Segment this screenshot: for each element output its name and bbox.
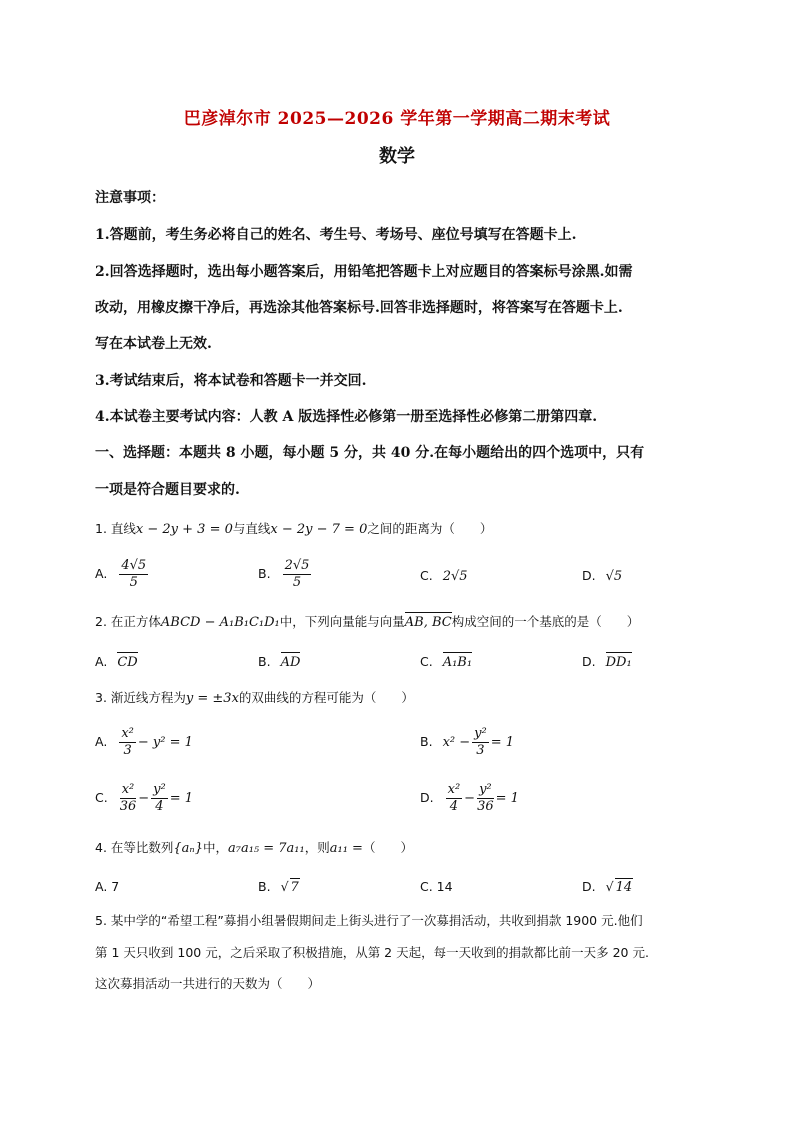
option-label: A. <box>95 734 108 749</box>
notice-item-2-line-1: 2.回答选择题时，选出每小题答案后，用铅笔把答题卡上对应题目的答案标号涂黑.如需 <box>95 264 633 280</box>
denominator: 4 <box>155 799 164 814</box>
question-5-line-3: 这次募捐活动一共进行的天数为（ ） <box>95 976 321 991</box>
option-label: C. <box>420 568 433 583</box>
notice-item-2-line-3: 写在本试卷上无效. <box>95 336 212 352</box>
question-1-stem <box>95 520 705 539</box>
question-1-option-c <box>420 567 468 586</box>
question-1-option-d <box>582 567 622 586</box>
option-label: A. <box>95 654 108 669</box>
section-1-instruction-line-2: 一项是符合题目要求的. <box>95 482 240 498</box>
question-3-suffix: 的双曲线的方程可能为（ ） <box>238 690 414 705</box>
exam-title: 巴彦淖尔市 2025—2026 学年第一学期高二期末考试 <box>183 109 611 129</box>
fraction <box>151 782 168 815</box>
question-1-option-a <box>95 558 150 591</box>
notice-item-3: 3.考试结束后，将本试卷和答题卡一并交回. <box>95 373 367 389</box>
question-2-option-c <box>420 653 472 672</box>
notice-item-2-line-2: 改动，用橡皮擦干净后，再选涂其他答案标号.回答非选择题时，将答案写在答题卡上. <box>95 300 623 316</box>
option-rest: = 1 <box>169 791 194 806</box>
fraction <box>119 558 148 591</box>
question-4-ask: a₁₁ = <box>329 841 363 856</box>
denominator: 4 <box>449 799 459 814</box>
question-3-option-d: D. $\frac{\text{x²}}{4}$ − $\frac{\text{y²}}{36}$ = 1 <box>420 782 519 814</box>
question-5-line-1: 5. 某中学的“希望工程”募捐小组暑假期间走上街头进行了一次募捐活动，共收到捐款 1900 元.他们 <box>95 913 643 928</box>
numerator: y² <box>153 782 166 797</box>
question-2-vectors: AB, BC <box>404 615 452 630</box>
question-4-prefix: 4. 在等比数列 <box>95 840 174 855</box>
numerator: x² <box>447 782 461 797</box>
option-vector: DD₁ <box>605 655 632 670</box>
question-3-option-b <box>420 726 514 759</box>
notice-item-4: 4.本试卷主要考试内容：人教 A 版选择性必修第一册至选择性必修第二册第四章. <box>95 409 598 425</box>
option-label: B. <box>258 566 271 581</box>
denominator: 3 <box>476 743 485 758</box>
denominator: 5 <box>292 575 302 590</box>
fraction <box>477 782 494 815</box>
denominator: 5 <box>129 575 138 590</box>
option-label: D. <box>582 654 596 669</box>
question-1-suffix: 之间的距离为（ ） <box>367 521 493 536</box>
question-1-mid: 与直线 <box>232 521 271 536</box>
numerator: x² <box>121 782 135 797</box>
denominator: 3 <box>123 743 132 758</box>
question-4-stem <box>95 839 705 858</box>
option-vector: AD <box>280 655 301 670</box>
question-2-option-a <box>95 653 138 672</box>
question-2-stem <box>95 613 705 632</box>
numerator: y² <box>479 782 492 797</box>
fraction <box>446 782 463 815</box>
question-3-asymptote: y = ±3x <box>185 691 239 706</box>
option-label: B. <box>258 879 271 894</box>
numerator: y² <box>474 726 487 741</box>
option-label: A. <box>95 566 108 581</box>
fraction <box>283 558 312 591</box>
option-label: D. <box>582 879 596 894</box>
fraction <box>472 726 489 759</box>
question-1-prefix: 1. 直线 <box>95 521 136 536</box>
option-label: D. <box>420 790 434 805</box>
question-4-mid-2: ，则 <box>304 840 330 855</box>
option-vector: A₁B₁ <box>442 655 473 670</box>
question-4-option-a: A. 7 <box>95 879 120 894</box>
question-1-option-b <box>258 558 313 591</box>
question-3-stem <box>95 689 705 708</box>
option-label: C. <box>420 654 433 669</box>
question-2-option-d <box>582 653 632 672</box>
option-label: B. <box>258 654 271 669</box>
question-4-mid: 中， <box>202 840 228 855</box>
question-5-line-2: 第 1 天只收到 100 元，之后采取了积极措施，从第 2 天起，每一天收到的捐款都比前一天多 20 元. <box>95 945 649 960</box>
option-value: 2√5 <box>442 569 468 584</box>
numerator: x² <box>121 726 134 741</box>
question-4-option-b: B. √ 7 <box>258 879 299 895</box>
question-4-option-d: D. √ 14 <box>582 879 633 895</box>
section-1-instruction-line-1: 一、选择题：本题共 8 小题，每小题 5 分，共 40 分.在每小题给出的四个选项中，只有 <box>95 445 645 461</box>
option-rest: − y² = 1 <box>137 735 193 750</box>
fraction <box>120 782 137 815</box>
option-label: B. <box>420 734 433 749</box>
fraction <box>119 726 136 759</box>
option-lead: x² − <box>442 735 471 750</box>
question-4-condition: a₇a₁₅ = 7a₁₁ <box>227 841 305 856</box>
radicand: 14 <box>615 880 633 895</box>
question-4-suffix: （ ） <box>362 840 413 855</box>
exam-subject: 数学 <box>379 146 415 167</box>
question-4-option-c: C. 14 <box>420 879 453 894</box>
numerator: 4√5 <box>121 558 147 573</box>
notice-heading: 注意事项： <box>95 190 165 206</box>
option-rest: = 1 <box>490 735 514 750</box>
option-vector: CD <box>117 655 138 670</box>
question-2-mid: 中，下列向量能与向量 <box>279 614 405 629</box>
radicand: 7 <box>290 880 299 895</box>
option-label: C. <box>95 790 108 805</box>
notice-item-1: 1.答题前，考生务必将自己的姓名、考生号、考场号、座位号填写在答题卡上. <box>95 227 577 243</box>
question-1-line-b: x − 2y − 7 = 0 <box>270 522 368 537</box>
option-rest: = 1 <box>495 791 519 806</box>
question-1-line-a: x − 2y + 3 = 0 <box>135 522 233 537</box>
question-3-option-c: C. $\frac{\text{x²}}{36}$ − $\frac{\text{y²}}{4}$ = 1 <box>95 782 194 814</box>
denominator: 36 <box>477 799 494 814</box>
question-2-cube: ABCD − A₁B₁C₁D₁ <box>160 615 280 630</box>
option-label: D. <box>582 568 596 583</box>
numerator: 2√5 <box>284 558 310 573</box>
question-3-option-a <box>95 726 193 759</box>
denominator: 36 <box>119 799 137 814</box>
question-4-sequence: {aₙ} <box>173 841 203 856</box>
question-2-suffix: 构成空间的一个基底的是（ ） <box>451 614 640 629</box>
question-2-prefix: 2. 在正方体 <box>95 614 161 629</box>
question-2-option-b <box>258 653 300 672</box>
question-3-prefix: 3. 渐近线方程为 <box>95 690 186 705</box>
option-value: √5 <box>605 569 623 584</box>
